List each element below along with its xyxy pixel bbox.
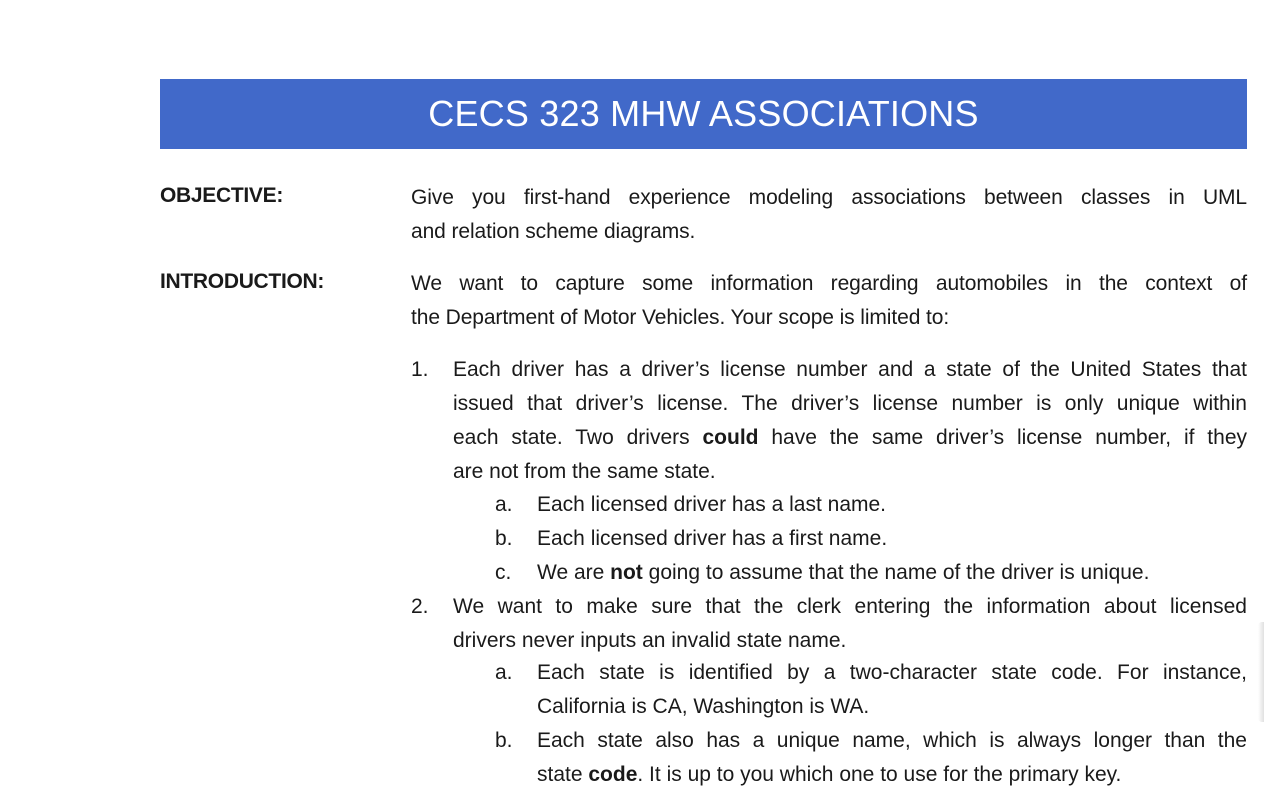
sublist-letter: b. bbox=[495, 527, 513, 550]
list-item-line: issued that driver’s license. The driver’s license number is only unique within bbox=[453, 392, 1247, 415]
document-title: CECS 323 MHW ASSOCIATIONS bbox=[428, 93, 979, 134]
sublist-line bbox=[537, 758, 1247, 792]
sublist-text bbox=[537, 556, 1247, 590]
sublist-letter: a. bbox=[495, 493, 513, 516]
list-item-segment: each state. Two drivers bbox=[453, 426, 703, 449]
sublist-segment: going to assume that the name of the driver is unique. bbox=[642, 561, 1150, 584]
list-item-text bbox=[453, 353, 1247, 489]
list-item-line: We want to make sure that the clerk entering the information about licensed bbox=[453, 595, 1247, 618]
sublist-text bbox=[537, 522, 1247, 556]
objective-label: OBJECTIVE: bbox=[160, 184, 284, 207]
list-item-line: drivers never inputs an invalid state name. bbox=[453, 629, 847, 652]
sublist-text bbox=[537, 488, 1247, 522]
list-item-line: Each driver has a driver’s license number and a state of the United States that bbox=[453, 358, 1247, 381]
sublist-line: Each state is identified by a two-character state code. For instance, bbox=[537, 661, 1247, 684]
objective-text bbox=[411, 181, 1247, 249]
emphasis-text: code bbox=[588, 763, 638, 786]
list-item-text bbox=[453, 590, 1247, 658]
sublist-line: Each state also has a unique name, which is always longer than the bbox=[537, 729, 1247, 752]
list-item-line: are not from the same state. bbox=[453, 460, 716, 483]
list-item-segment: have the same driver’s license number, if they bbox=[758, 426, 1247, 449]
objective-line: Give you first-hand experience modeling associations between classes in UML bbox=[411, 186, 1247, 209]
sublist-text bbox=[537, 724, 1247, 792]
sublist-text bbox=[537, 656, 1247, 724]
sublist-line bbox=[537, 556, 1247, 590]
sublist-letter: c. bbox=[495, 561, 512, 584]
page-edge-shadow bbox=[1258, 622, 1264, 722]
introduction-line: We want to capture some information regarding automobiles in the context of bbox=[411, 272, 1247, 295]
introduction-label: INTRODUCTION: bbox=[160, 270, 325, 293]
emphasis-text: not bbox=[610, 561, 643, 584]
sublist-line: California is CA, Washington is WA. bbox=[537, 695, 870, 718]
sublist-line: Each licensed driver has a last name. bbox=[537, 493, 887, 516]
sublist-segment: state bbox=[537, 763, 589, 786]
introduction-line: the Department of Motor Vehicles. Your scope is limited to: bbox=[411, 306, 950, 329]
sublist-line: Each licensed driver has a first name. bbox=[537, 527, 888, 550]
sublist-letter: b. bbox=[495, 729, 513, 752]
list-number: 2. bbox=[411, 595, 429, 618]
sublist-letter: a. bbox=[495, 661, 513, 684]
emphasis-text: could bbox=[702, 426, 759, 449]
sublist-segment: . It is up to you which one to use for the primary key. bbox=[637, 763, 1122, 786]
list-number: 1. bbox=[411, 358, 429, 381]
document-title-banner bbox=[160, 79, 1247, 149]
introduction-text bbox=[411, 267, 1247, 335]
sublist-segment: We are bbox=[537, 561, 611, 584]
objective-line: and relation scheme diagrams. bbox=[411, 220, 696, 243]
list-item-line bbox=[453, 421, 1247, 455]
